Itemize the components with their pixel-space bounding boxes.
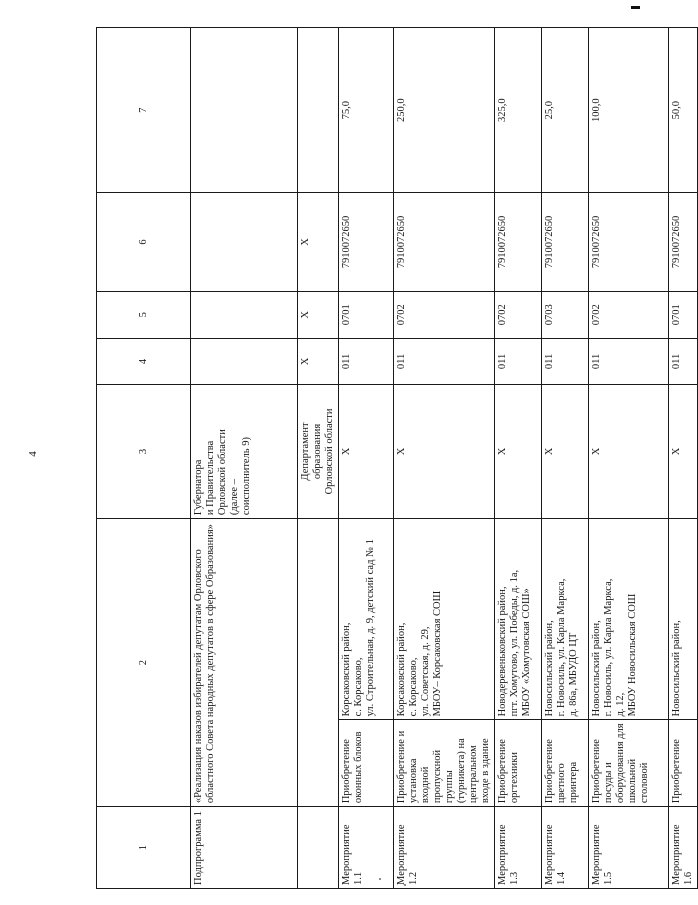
- amount-cell: [191, 28, 298, 193]
- code-cell: 011: [589, 339, 669, 385]
- activity-address: Новосильский район, г. Новосиль, ул. Карла Маркса, д. 12, МБОУ Новосильская СОШ: [589, 519, 669, 720]
- row-label: Мероприятие 1.1: [339, 807, 394, 889]
- code-cell: 0702: [589, 291, 669, 338]
- header-cell: 3: [97, 384, 191, 518]
- activity-address: Новосильский район, г. Новосиль, ул. Карла Маркса, д. 86а, МБУДО ЦТ: [542, 519, 589, 720]
- executor-cell: Департамент образования Орловской области: [298, 384, 339, 518]
- executor-cell: X: [495, 384, 542, 518]
- table-row: [542, 28, 589, 889]
- code-cell: 0701: [339, 291, 394, 338]
- header-cell: 6: [97, 193, 191, 291]
- code-cell: X: [298, 339, 339, 385]
- code-cell: [191, 291, 298, 338]
- table-header-row: [97, 28, 191, 889]
- rotated-table-container: [96, 27, 694, 889]
- row-label: Мероприятие 1.2: [394, 807, 495, 889]
- executor-cell: X: [669, 384, 698, 518]
- amount-cell: 250,0: [394, 28, 495, 193]
- amount-cell: 25,0: [542, 28, 589, 193]
- budget-table: [96, 27, 698, 889]
- activity-name: Приобретение: [669, 720, 698, 807]
- code-cell: 011: [669, 339, 698, 385]
- row-label: Мероприятие 1.5: [589, 807, 669, 889]
- row-label: Подпрограмма 1: [191, 807, 298, 889]
- table-row: [495, 28, 542, 889]
- code-cell: 011: [394, 339, 495, 385]
- table-row: [589, 28, 669, 889]
- activity-name: Приобретение оргтехники: [495, 720, 542, 807]
- edge-scan-mark: [631, 6, 640, 9]
- code-cell: 011: [339, 339, 394, 385]
- code-cell: X: [298, 291, 339, 338]
- amount-cell: 50,0: [669, 28, 698, 193]
- code-cell: 7910072650: [339, 193, 394, 291]
- amount-cell: 75,0: [339, 28, 394, 193]
- table-row: [191, 28, 298, 889]
- row-label: [298, 807, 339, 889]
- header-cell: 5: [97, 291, 191, 338]
- activity-address: Новодеревеньковский район, пгт. Хомутово, ул. Победы, д. 1а, МБОУ «Хомутовская СОШ»: [495, 519, 542, 720]
- table-row: [394, 28, 495, 889]
- subprogram-title: «Реализация наказов избирателей депутатам Орловского областного Совета народных депутатов в сфере Образования»: [191, 519, 298, 807]
- code-cell: [191, 339, 298, 385]
- activity-address: Новосильский район,: [669, 519, 698, 720]
- executor-cell: Губернатора и Правительства Орловской области (далее – соисполнитель 9): [191, 384, 298, 518]
- code-cell: 0703: [542, 291, 589, 338]
- code-cell: 7910072650: [589, 193, 669, 291]
- code-cell: 7910072650: [542, 193, 589, 291]
- code-cell: 011: [495, 339, 542, 385]
- description-cell: [298, 519, 339, 807]
- code-cell: 0702: [495, 291, 542, 338]
- executor-cell: X: [542, 384, 589, 518]
- activity-name: Приобретение посуды и оборудования для школьной столовой: [589, 720, 669, 807]
- code-cell: 7910072650: [495, 193, 542, 291]
- activity-address: Корсаковский район, с. Корсаково, ул. Строительная, д. 9, детский сад № 1: [339, 519, 394, 720]
- activity-name: Приобретение цветного принтера: [542, 720, 589, 807]
- header-cell: 4: [97, 339, 191, 385]
- code-cell: [191, 193, 298, 291]
- amount-cell: 325,0: [495, 28, 542, 193]
- code-cell: 0701: [669, 291, 698, 338]
- amount-cell: [298, 28, 339, 193]
- activity-name: Приобретение оконных блоков: [339, 720, 394, 807]
- code-cell: X: [298, 193, 339, 291]
- code-cell: 011: [542, 339, 589, 385]
- header-cell: 2: [97, 519, 191, 807]
- table-row: [298, 28, 339, 889]
- code-cell: 7910072650: [394, 193, 495, 291]
- activity-name: Приобретение и установка входной пропускной группы (турникета) на центральном входе в здание: [394, 720, 495, 807]
- executor-cell: X: [394, 384, 495, 518]
- code-cell: 0702: [394, 291, 495, 338]
- page-number: 4: [26, 451, 39, 457]
- executor-cell: X: [589, 384, 669, 518]
- header-cell: 1: [97, 807, 191, 889]
- table-row: [339, 28, 394, 889]
- table-row: [669, 28, 698, 889]
- activity-address: Корсаковский район, с. Корсаково, ул. Советская, д. 29, МБОУ– Корсаковская СОШ: [394, 519, 495, 720]
- header-cell: 7: [97, 28, 191, 193]
- executor-cell: X: [339, 384, 394, 518]
- code-cell: 7910072650: [669, 193, 698, 291]
- row-label: Мероприятие 1.4: [542, 807, 589, 889]
- row-label: Мероприятие 1.6: [669, 807, 698, 889]
- amount-cell: 100,0: [589, 28, 669, 193]
- row-label: Мероприятие 1.3: [495, 807, 542, 889]
